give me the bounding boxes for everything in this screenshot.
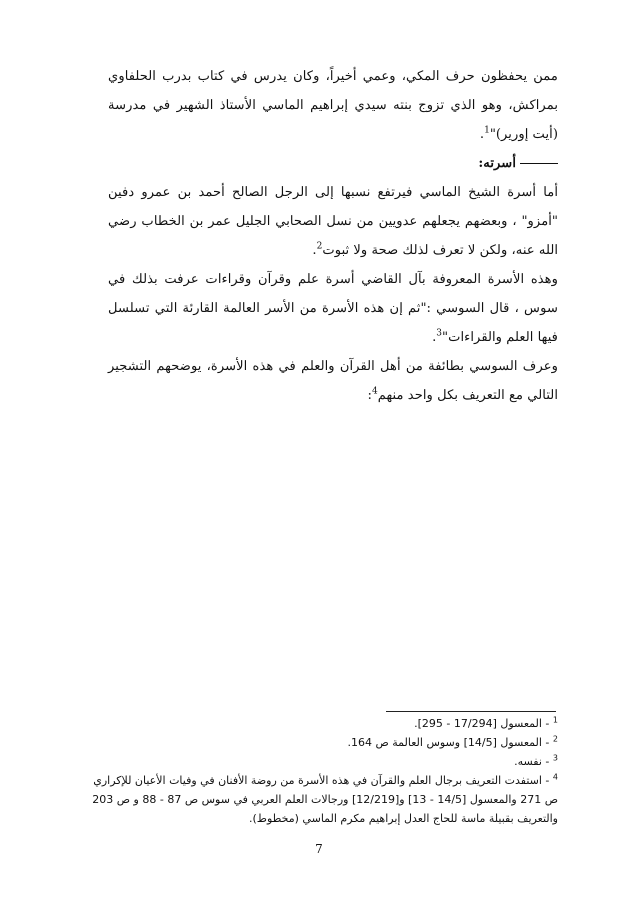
footnote-1-text: - المعسول [17/294 - 295]. <box>414 717 550 730</box>
heading-text: أسرته: <box>478 156 516 171</box>
paragraph-4 <box>108 352 558 410</box>
paragraph-1-text: ممن يحفظون حرف المكي، وعمي أخيراً، وكان يدرس في كتاب بدرب الحلفاوي بمراكش، وهو الذي تزوج بنته سيدي إبراهيم الماسي الأستاذ الشهير في مدرسة (أيت إورير)" <box>108 69 558 142</box>
footnote-separator <box>386 711 556 712</box>
footnote-ref-2[interactable]: 2 <box>316 241 323 252</box>
footnote-3-number: 3 <box>552 753 558 763</box>
footnote-4-text: - استفدت التعريف برجال العلم والقرآن في هذه الأسرة من روضة الأفنان في وفيات الأعيان للإكراري ص 271 والمعسول [14/5 - 13] و[12/219] ورجالات العلم العربي في سوس ص 87 - 88 و ص 203 والتعريف بقبيلة ماسة للحاج العدل إبراهيم مكرم الماسي (مخطوط). <box>92 774 558 825</box>
page-number: 7 <box>315 842 323 856</box>
footnote-2-text: - المعسول [14/5] وسوس العالمة ص 164. <box>347 736 550 749</box>
paragraph-2 <box>108 178 558 265</box>
paragraph-4-text: وعرف السوسي بطائفة من أهل القرآن والعلم في هذه الأسرة، يوضحهم التشجير التالي مع التعريف بكل واحد منهم <box>108 359 558 403</box>
paragraph-3 <box>108 265 558 352</box>
paragraph-3-end: . <box>432 330 437 345</box>
paragraph-1 <box>108 62 558 149</box>
heading-rule <box>520 163 558 164</box>
paragraph-4-end: : <box>367 388 372 403</box>
footnote-4 <box>92 771 558 828</box>
footnote-3-text: - نفسه. <box>514 755 550 768</box>
main-text <box>108 62 558 410</box>
footnote-3 <box>92 752 558 771</box>
footnote-ref-1[interactable]: 1 <box>484 125 490 136</box>
footnote-2 <box>92 733 558 752</box>
footnote-1-number: 1 <box>552 715 558 725</box>
paragraph-3-text: وهذه الأسرة المعروفة بآل القاضي أسرة علم وقرآن وقراءات عرفت بذلك في سوس ، قال السوسي :"ثم إن هذه الأسرة من الأسر العالمة القارئة التي تسلسل فيها العلم والقراءات" <box>108 272 558 345</box>
footnote-1 <box>92 714 558 733</box>
footnote-ref-4[interactable]: 4 <box>371 386 378 397</box>
footnote-2-number: 2 <box>552 734 558 744</box>
paragraph-2-end: . <box>312 243 317 258</box>
paragraph-2-text: أما أسرة الشيخ الماسي فيرتفع نسبها إلى الرجل الصالح أحمد بن عمرو دفين "أمزو" ، وبعضهم يجعلهم عدويين من نسل الصحابي الجليل عمر بن الخطاب رضي الله عنه، ولكن لا تعرف لذلك صحة ولا ثبوت <box>108 185 558 258</box>
footnote-4-number: 4 <box>552 772 558 782</box>
footnotes <box>92 714 558 828</box>
footnote-ref-3[interactable]: 3 <box>436 328 443 339</box>
section-heading <box>108 149 558 178</box>
paragraph-1-end: . <box>479 127 485 142</box>
